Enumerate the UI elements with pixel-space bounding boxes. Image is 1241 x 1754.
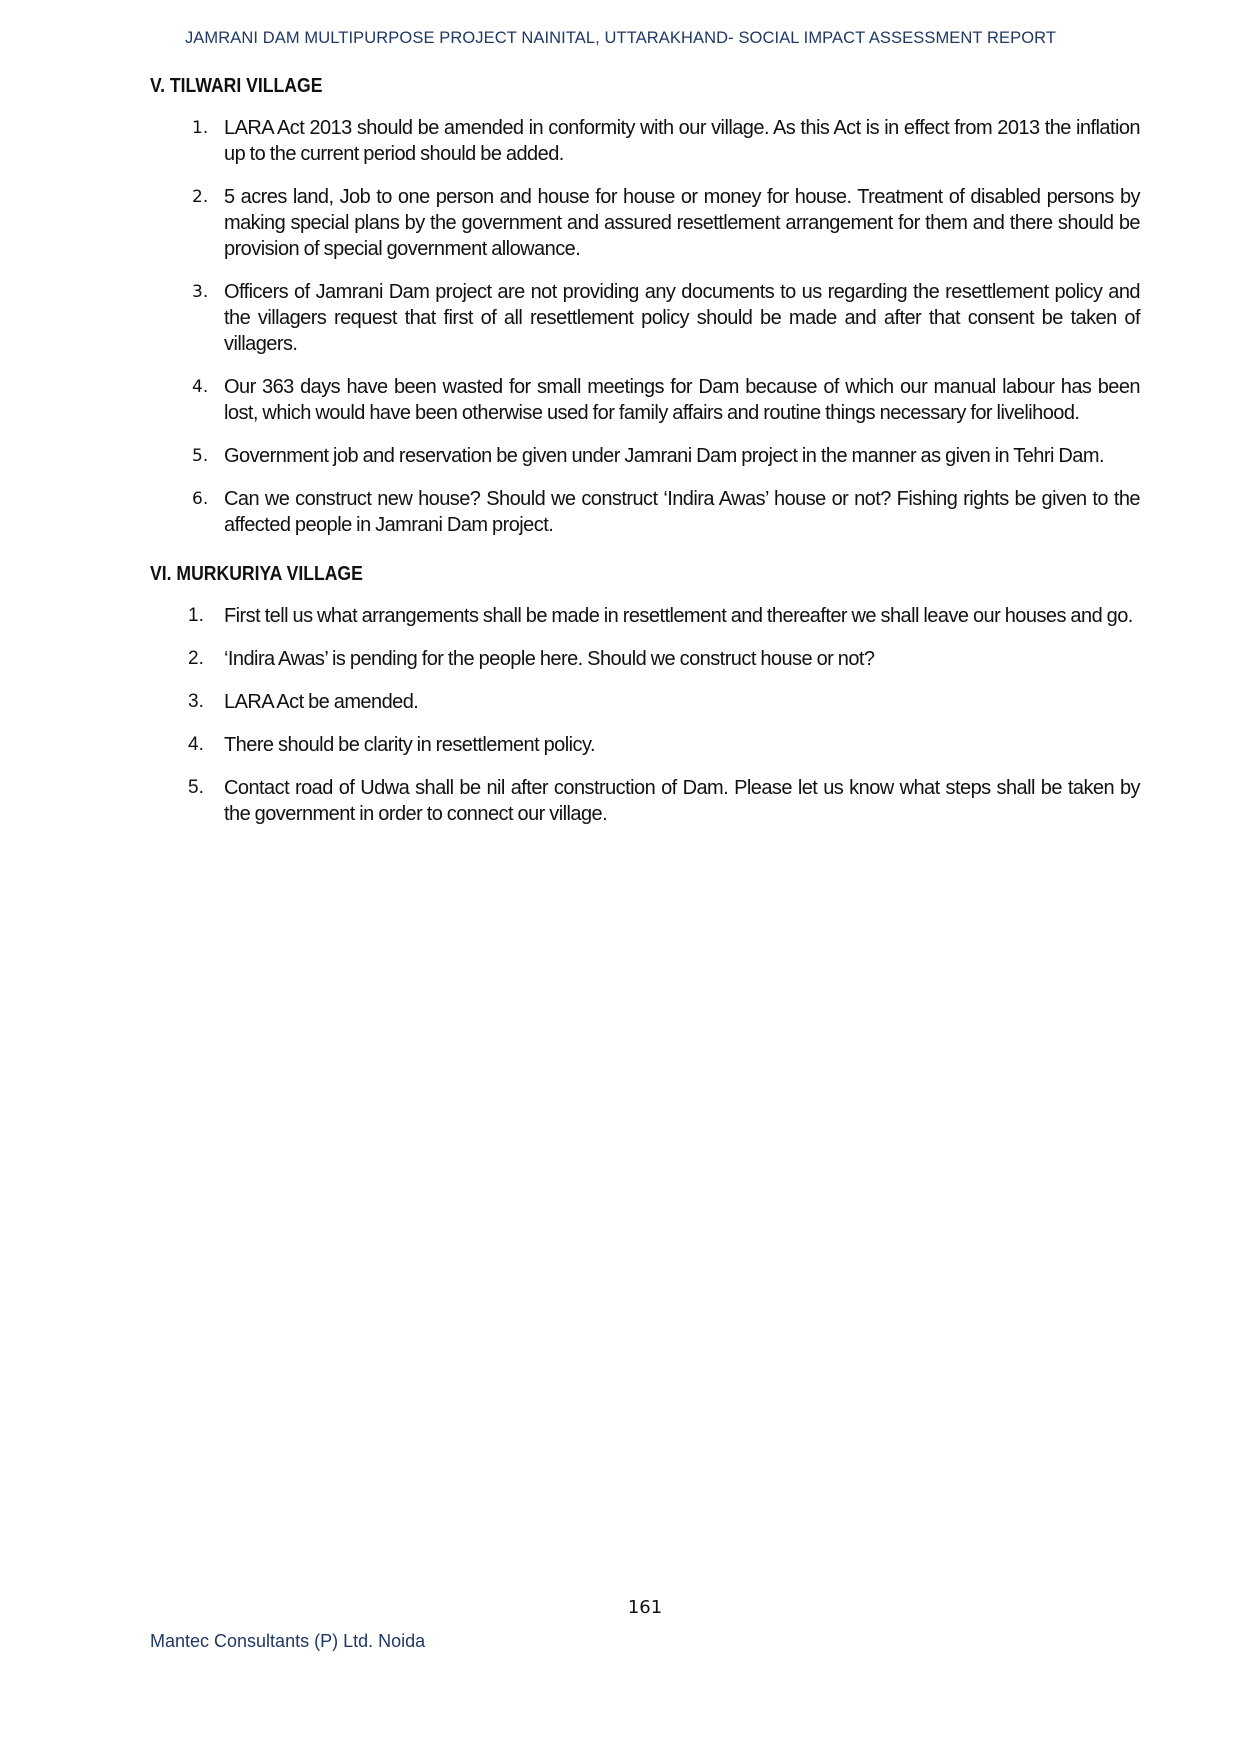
list-item [150,775,1140,827]
list-item-number: 4. [192,377,209,397]
list-item-text: 5 acres land, Job to one person and house for house or money for house. Treatment of disabled persons by making special plans by the government and assured resettlement arrangement for them and there should be provision of special government allowance. [224,186,1140,260]
section-heading: VI. MURKURIYA VILLAGE [150,563,363,585]
list-item-text: There should be clarity in resettlement policy. [224,734,595,756]
list-item [150,732,1140,758]
list-item [150,115,1140,167]
list-item-number: 2. [188,648,204,669]
list-item-number: 1. [192,118,209,138]
list-item-text: Contact road of Udwa shall be nil after construction of Dam. Please let us know what steps shall be taken by the government in order to connect our village. [224,777,1140,825]
list-item-number: 3. [188,691,204,712]
list-item-number: 4. [188,734,204,755]
list-item [150,374,1140,426]
list-item-text: LARA Act 2013 should be amended in conformity with our village. As this Act is in effect from 2013 the inflation up to the current period should be added. [224,117,1140,165]
numbered-list [150,115,1140,538]
list-item-number: 5. [188,777,204,798]
list-item [150,184,1140,262]
list-item-number: 3. [192,282,209,302]
list-item [150,603,1140,629]
list-item-text: ‘Indira Awas’ is pending for the people here. Should we construct house or not? [224,648,875,670]
list-item-text: Can we construct new house? Should we construct ‘Indira Awas’ house or not? Fishing rights be given to the affected people in Jamrani Dam project. [224,488,1140,536]
running-header: JAMRANI DAM MULTIPURPOSE PROJECT NAINITAL, UTTARAKHAND- SOCIAL IMPACT ASSESSMENT REPORT [184,29,1057,47]
list-item-number: 5. [192,446,209,466]
list-item-number: 2. [192,187,209,207]
list-item-text: Officers of Jamrani Dam project are not providing any documents to us regarding the resettlement policy and the villagers request that first of all resettlement policy should be made and after that consent be taken of villagers. [224,281,1140,355]
list-item-text: Government job and reservation be given under Jamrani Dam project in the manner as given in Tehri Dam. [224,445,1104,467]
list-item [150,689,1140,715]
list-item-text: LARA Act be amended. [224,691,419,713]
list-item-text: Our 363 days have been wasted for small meetings for Dam because of which our manual labour has been lost, which would have been otherwise used for family affairs and routine things necessary for livelihood. [224,376,1140,424]
list-item-number: 6. [192,489,209,509]
list-item [150,279,1140,357]
footer-company-name: Mantec Consultants (P) Ltd. Noida [150,1631,426,1651]
list-item-text: First tell us what arrangements shall be made in resettlement and thereafter we shall leave our houses and go. [224,605,1133,627]
section-tilwari-village [150,73,1140,555]
numbered-list [150,603,1140,827]
page-number: 161 [627,1597,663,1618]
list-item [150,443,1140,469]
list-item [150,486,1140,538]
list-item-number: 1. [188,605,204,626]
section-heading: V. TILWARI VILLAGE [150,75,323,97]
section-murkuriya-village [150,561,1140,844]
list-item [150,646,1140,672]
